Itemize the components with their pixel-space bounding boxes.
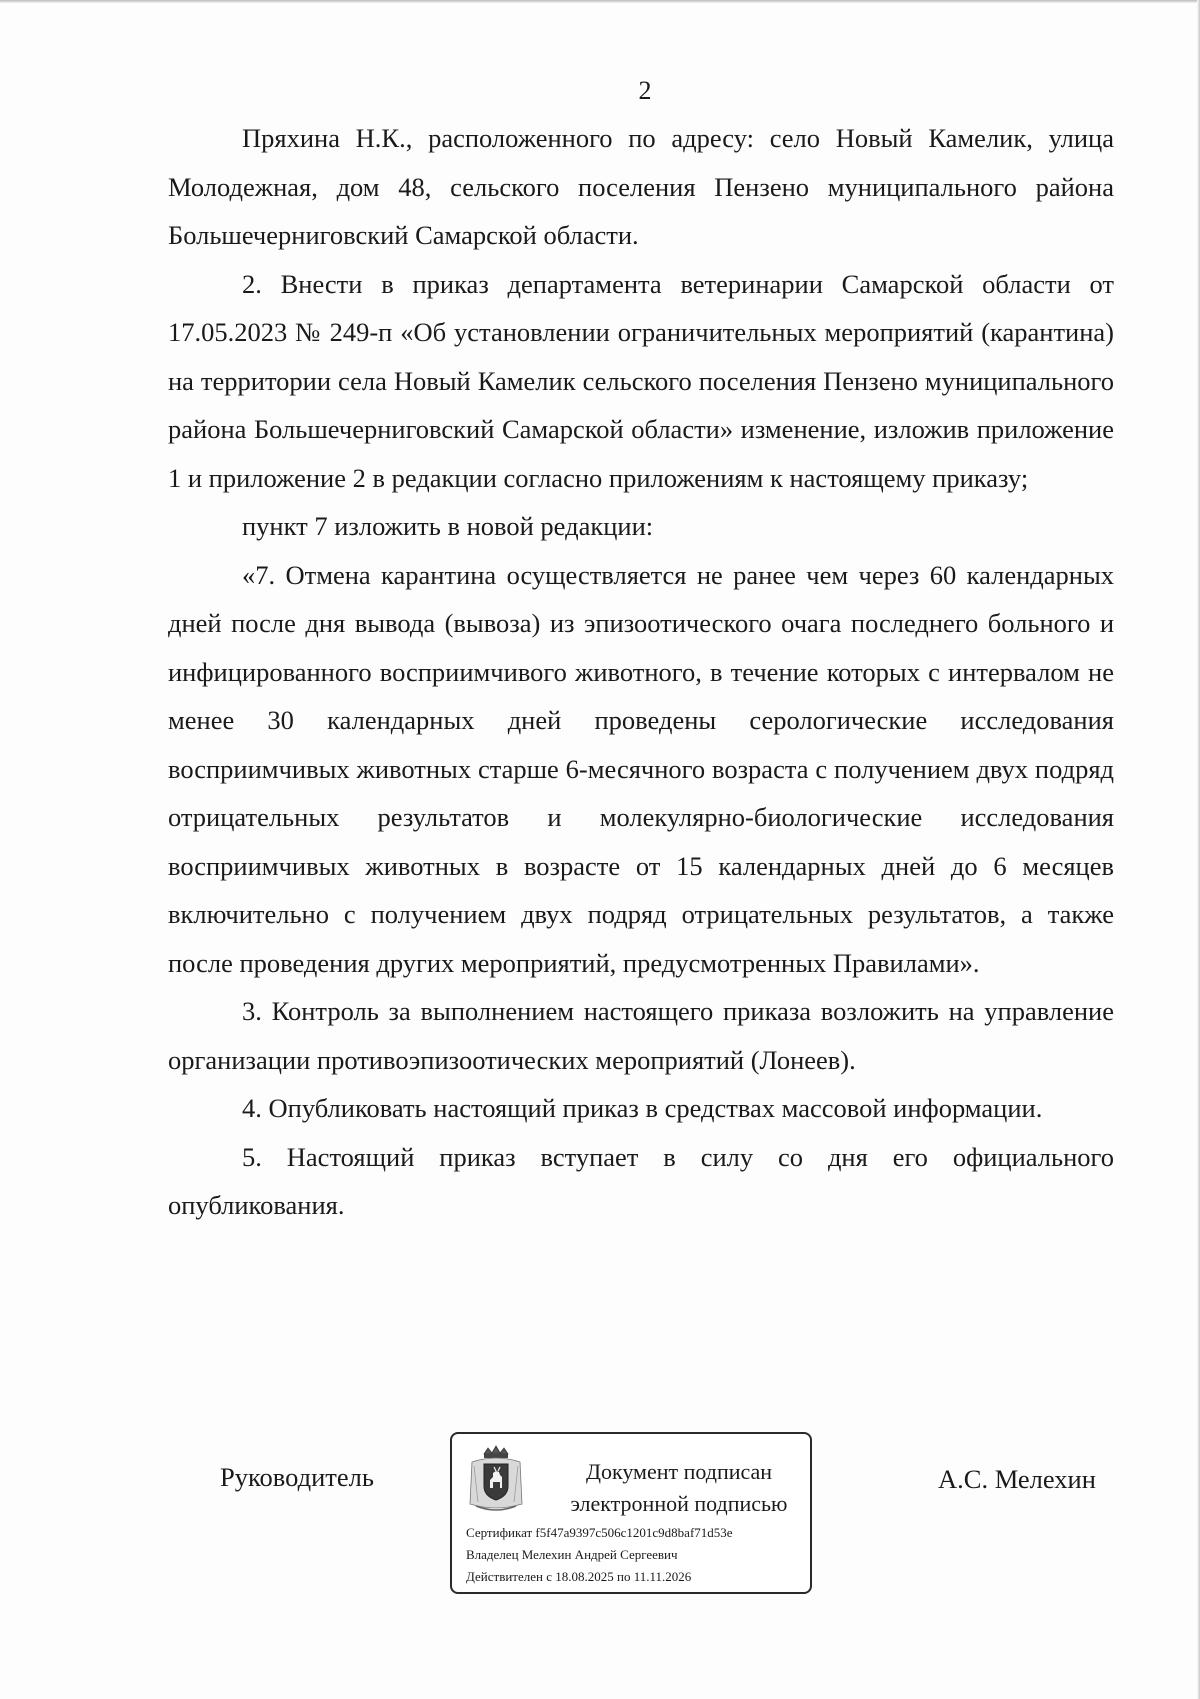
stamp-details: [466, 1522, 806, 1588]
paragraph-item-5: 5. Настоящий приказ вступает в силу со дня его официального опубликования.: [168, 1141, 1114, 1220]
stamp-title-line2: электронной подписью: [570, 1491, 788, 1516]
signature-block: [0, 1432, 1200, 1602]
stamp-owner: Владелец Мелехин Андрей Сергеевич: [466, 1547, 678, 1562]
scan-edge-top: [0, 0, 1200, 3]
page-number: 2: [638, 76, 652, 105]
stamp-title: [548, 1456, 810, 1520]
stamp-certificate: Сертификат f5f47a9397c506c1201c9d8baf71d53e: [466, 1525, 733, 1540]
signer-name: А.С. Мелехин: [938, 1464, 1096, 1494]
document-body: [168, 114, 1114, 1230]
paragraph-item-7-intro: пункт 7 изложить в новой редакции:: [242, 511, 654, 541]
paragraph-item-2: 2. Внести в приказ департамента ветеринарии Самарской области от 17.05.2023 № 249-п «Об установлении ограничительных мероприятий (карантина) на территории села Новый Камелик сельского поселения Пензено муниципального района Большечерниговский Самарской области» изменение, изложив приложение 1 и приложение 2 в редакции согласно приложениям к настоящему приказу;: [168, 268, 1114, 493]
stamp-title-line1: Документ подписан: [585, 1459, 773, 1484]
coat-of-arms-icon: [466, 1444, 526, 1514]
paragraph-item-4: 4. Опубликовать настоящий приказ в средствах массовой информации.: [242, 1093, 1043, 1123]
electronic-signature-stamp: [450, 1432, 812, 1594]
paragraph-item-3: 3. Контроль за выполнением настоящего приказа возложить на управление организации противоэпизоотических мероприятий (Лонеев).: [168, 996, 1114, 1075]
paragraph-item-7-text: «7. Отмена карантина осуществляется не ранее чем через 60 календарных дней после дня вывода (вывоза) из эпизоотического очага последнего больного и инфицированного восприимчивого животного, в течение которых с интервалом не менее 30 календарных дней проведены серологические исследования восприимчивых животных старше 6-месячного возраста с получением двух подряд отрицательных результатов и молекулярно-биологические исследования восприимчивых животных в возрасте от 15 календарных дней до 6 месяцев включительно с получением двух подряд отрицательных результатов, а также после проведения других мероприятий, предусмотренных Правилами».: [168, 559, 1114, 978]
stamp-validity: Действителен с 18.08.2025 по 11.11.2026: [466, 1569, 692, 1584]
signer-position: Руководитель: [220, 1462, 374, 1492]
paragraph-address: Пряхина Н.К., расположенного по адресу: село Новый Камелик, улица Молодежная, дом 48, сельского поселения Пензено муниципального района Большечерниговский Самарской области.: [168, 123, 1114, 250]
